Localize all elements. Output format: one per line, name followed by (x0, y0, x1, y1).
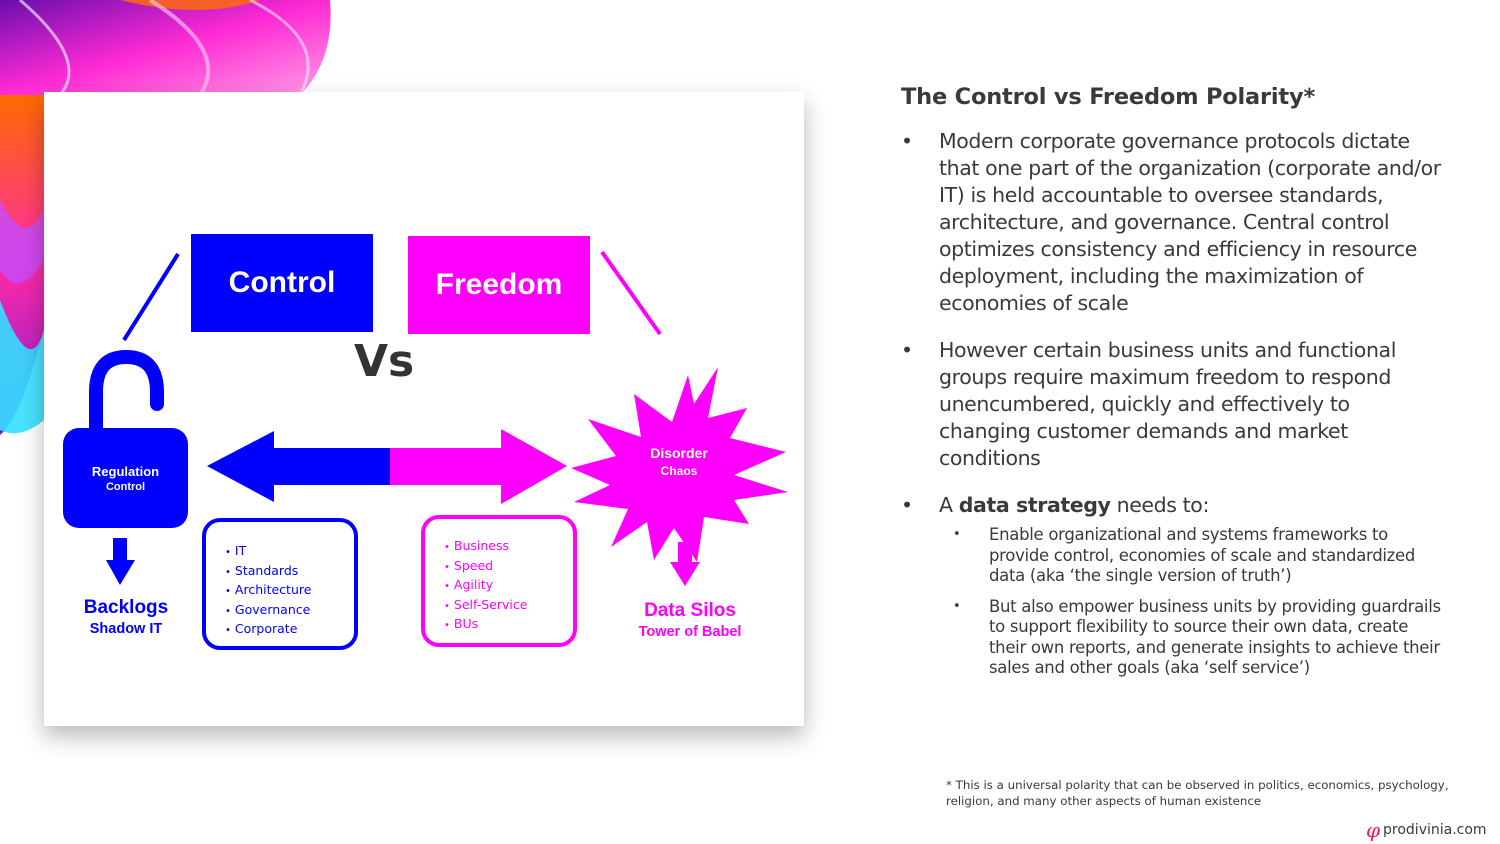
freedom-items-list (444, 537, 573, 635)
list-item: • Standards (225, 562, 354, 582)
right-arrow-pink (390, 429, 567, 504)
diagram-card (44, 92, 804, 726)
disorder-text (634, 445, 724, 478)
silos-label: Data Silos (644, 600, 736, 621)
list-item: • BUs (444, 615, 573, 635)
freedom-box (408, 236, 590, 334)
bullet-governance: • Modern corporate governance protocols dictate that one part of the organization (corporate and/or IT) is held accountable to oversee standards, architecture, and governance. Central control optimizes consistency and efficiency in resource deployment, including the maximization of economies of scale (901, 128, 1441, 317)
disorder-label: Disorder (650, 445, 708, 461)
freedom-connector-line (602, 252, 660, 334)
sub-bullet-list (939, 525, 1441, 679)
left-arrow-blue (207, 431, 390, 502)
disorder-sub-label: Chaos (660, 464, 698, 478)
control-connector-line (124, 254, 178, 340)
backlogs-down-arrow (106, 538, 135, 585)
freedom-label: Freedom (435, 268, 563, 301)
sub-bullet-self-service: • But also empower business units by providing guardrails to support flexibility to source their own data, create their own reports, and generate insights to achieve their sales and other goals (aka ‘self service’) (939, 597, 1445, 679)
bullet3-bold: data strategy (958, 493, 1111, 517)
freedom-items-box (421, 515, 577, 647)
list-item: • Architecture (225, 581, 354, 601)
silos-sub-label: Tower of Babel (638, 624, 742, 640)
control-items-box (202, 518, 358, 650)
list-item: • Self-Service (444, 596, 573, 616)
brand-logo-icon: φ (1366, 818, 1381, 842)
panel-heading: The Control vs Freedom Polarity* (901, 84, 1316, 110)
regulation-label: Regulation (91, 464, 160, 479)
bullet-freedom: • However certain business units and functional groups require maximum freedom to respond unencumbered, quickly and effectively to changing customer demands and market conditions (901, 337, 1441, 472)
bullet-data-strategy (901, 492, 1441, 679)
backlogs-label: Backlogs (83, 597, 169, 618)
list-item: • IT (225, 542, 354, 562)
vs-label: Vs (354, 336, 415, 387)
control-items-list (225, 542, 354, 640)
text-panel (901, 84, 1461, 689)
backlogs-outcome (64, 597, 188, 637)
silos-outcome (610, 600, 770, 640)
padlock-body (63, 428, 188, 528)
regulation-sub-label: Control (105, 481, 146, 493)
main-bullet-list (901, 128, 1461, 679)
brand-footer (1366, 818, 1487, 842)
footnote: * This is a universal polarity that can be observed in politics, economics, psychology, religion, and many other aspects of human existence (946, 778, 1449, 808)
list-item: • Agility (444, 576, 573, 596)
backlogs-sub-label: Shadow IT (89, 621, 163, 637)
control-label: Control (228, 266, 336, 299)
list-item: • Corporate (225, 620, 354, 640)
bullet3-suffix: needs to: (1110, 493, 1209, 517)
brand-site-label: prodivinia.com (1383, 822, 1487, 838)
sub-bullet-control: • Enable organizational and systems frameworks to provide control, economies of scale and standardized data (aka ‘the single version of truth’) (939, 525, 1445, 587)
list-item: • Governance (225, 601, 354, 621)
control-box (191, 234, 373, 332)
list-item: • Speed (444, 557, 573, 577)
bullet3-prefix: A (939, 493, 959, 517)
padlock-shackle-icon (96, 357, 157, 432)
list-item: • Business (444, 537, 573, 557)
